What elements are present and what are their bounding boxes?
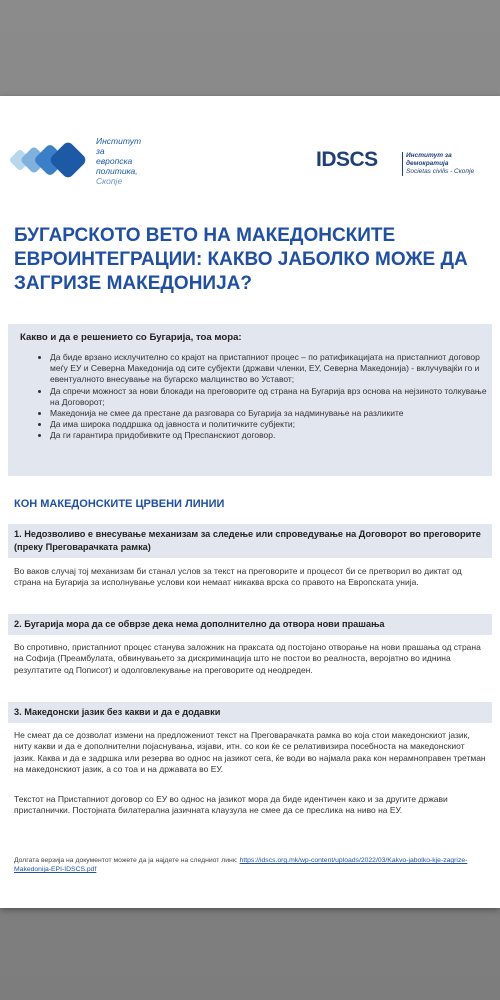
list-item: • Да ги гарантира придобивките од Преспанскиот договор. [50, 430, 490, 441]
point-text: Текстот на Пристапниот договор со ЕУ во однос на јазикот мора да биде идентичен како и за другите држави пристапнички. Постојната билатерална јазичната клаузула не смее да се преслика на ниво на ЕУ. [14, 794, 448, 816]
epi-logo-icon [10, 140, 90, 180]
epi-logo [10, 136, 160, 192]
list-item: • Да спречи можност за нови блокади на преговорите од страна на Бугарија врз основа на нејзиното толкување на Договорот; [50, 386, 490, 408]
point-text: Во ваков случај тој механизам би станал услов за текст на преговорите и процесот би се претворил во диктат од страна на Бугарија за исполнување услови кои немаат никаква врска со правото на Европската унија. [14, 566, 462, 588]
epi-logo-line: политика, [96, 166, 138, 176]
epi-logo-line: европска [96, 156, 133, 166]
footer-text: Долгата верзија на документот можете да ја најдете на следниот линк: [14, 857, 240, 864]
point-text: Не смеат да се дозволат измени на предложениот текст на Преговарачката рамка во која стои македонскиот јазик, ниту какви и да е дополнителни појаснувања, изјави, итн. со кои ќе се релативизира посебноста на македонскиот јазик. Каква и да е задршка или резерва во однос на јазикот сега, ќе води во најмала рака кон нерамноправен третман на македонскиот јазик, а со тоа и на државата во ЕУ. [14, 730, 486, 775]
epi-logo-line: Скопје [96, 176, 123, 186]
footer-link[interactable]: https://idscs.org.mk/wp-content/uploads/2022/03/Kakvo-jabolko-kje-zagrize-Makedonija-EPI-IDSCS.pdf [14, 857, 468, 873]
epi-logo-line: за [96, 146, 105, 156]
idscs-sub-line: Societas civilis - Скопје [406, 168, 475, 175]
summary-box [8, 324, 492, 476]
document-title: БУГАРСКОТО ВЕТО НА МАКЕДОНСКИТЕ ЕВРОИНТЕГРАЦИИ: КАКВО ЈАБОЛКО МОЖЕ ДА ЗАГРИЗЕ МАКЕДОНИЈА? [14, 225, 468, 294]
idscs-logo-subtitle [402, 152, 492, 176]
epi-logo-line: Институт [96, 136, 142, 146]
summary-list [38, 352, 490, 442]
point-heading: 1. Недозволиво е внесување механизам за следење или спроведување на Договорот во преговорите (преку Преговарачката рамка) [8, 524, 492, 558]
list-item: • Да биде врзано исклучително со крајот на пристапниот процес – по ратификацијата на пристапниот договор меѓу ЕУ и Северна Македонија од сите субјекти (држави членки, ЕУ, Северна Македонија) - вклучувајќи го и евентуалното внесување на бугарско малцинство во Уставот; [50, 352, 490, 386]
point-heading: 2. Бугарија мора да се обврзе дека нема дополнително да отвора нови прашања [8, 614, 492, 635]
summary-heading: Какво и да е решението со Бугарија, тоа мора: [20, 332, 242, 343]
list-item: • Да има широка поддршка од јавноста и политичките субјекти; [50, 419, 490, 430]
section-title: КОН МАКЕДОНСКИТЕ ЦРВЕНИ ЛИНИИ [14, 498, 225, 510]
idscs-logo-mark: IDSCS [316, 148, 378, 171]
point-text: Во спротивно, пристапниот процес станува заложник на праксата од постојано отворање на нови прашања од страна на Софија (Преамбулата, обвинувањето за дискриминација што не постои во реалноста, веројатно во иднина резултатите од Пописот) и одолговлекување на преговорите од неодреден. [14, 642, 481, 675]
idscs-logo [316, 146, 486, 180]
point-heading: 3. Македонски јазик без какви и да е додавки [8, 702, 492, 723]
idscs-sub-line: Институт за демократија [406, 152, 452, 167]
document-page [0, 96, 500, 908]
footer-note [14, 856, 488, 874]
epi-logo-text [96, 136, 166, 186]
list-item: • Македонија не смее да престане да разговара со Бугарија за надминување на разликите [50, 408, 490, 419]
